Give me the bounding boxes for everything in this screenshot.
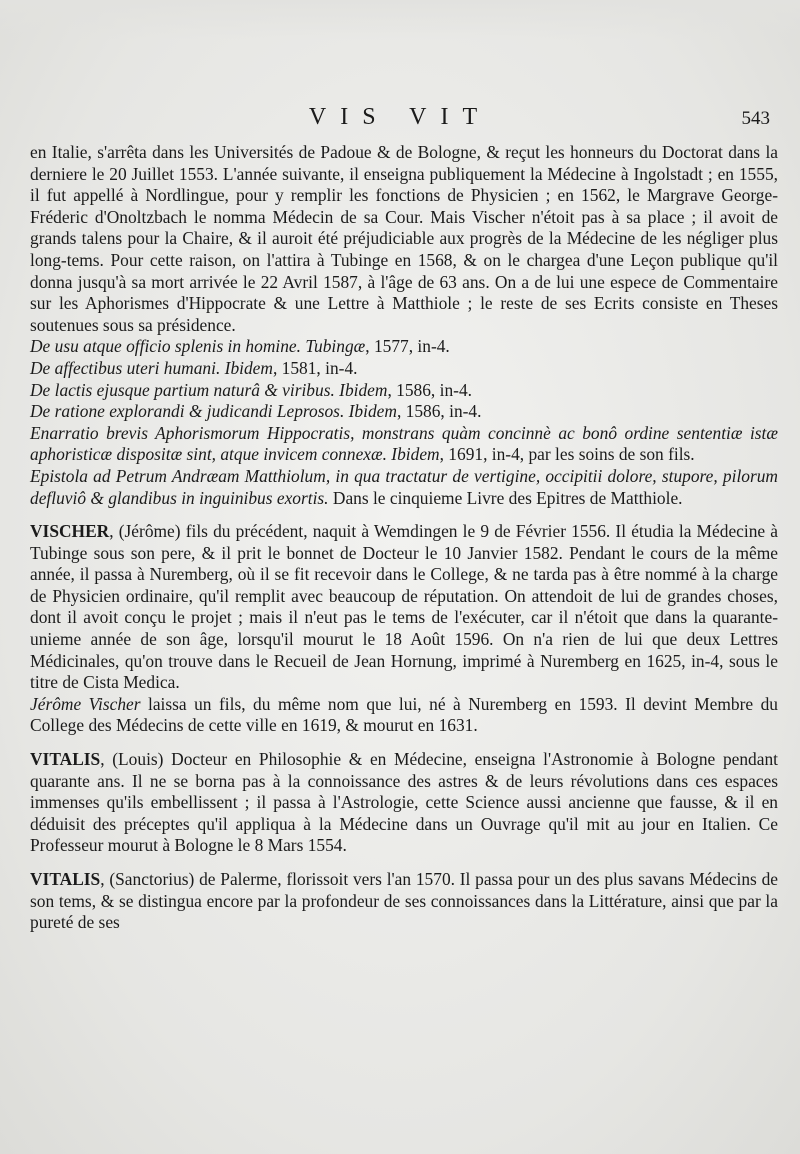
entry-vischer-jerome [30, 521, 778, 694]
work-title: Epistola ad Petrum Andræam Matthiolum, in qua tractatur de vertigine, occipitii dolore, stupore, pilorum defluviô & glandibus in inguinibus exortis. [30, 465, 778, 508]
work-details: Dans le cinquieme Livre des Epitres de Matthiole. [328, 487, 683, 508]
paragraph-vischer-continued [30, 142, 778, 336]
work-details: , 1691, in-4, par les soins de son fils. [439, 444, 695, 465]
work-item [30, 336, 778, 358]
entry-text: , (Louis) Docteur en Philosophie & en Médecine, enseigna l'Astronomie à Bologne pendant quarante ans. Il ne se borna pas à la connoissance des astres & de leurs révolutions dans ces espaces immenses qu'ils embellissent ; il passa à l'Astrologie, cette Science aussi ancienne que fausse, & il en déduisit des préceptes qu'il appliqua à la Médecine dans un Ouvrage qu'il mit au jour en Italien. Ce Professeur mourut à Bologne le 8 Mars 1554. [30, 749, 778, 856]
work-item [30, 401, 778, 423]
work-details: , 1581, in-4. [272, 357, 358, 378]
entry-text: , (Sanctorius) de Palerme, florissoit vers l'an 1570. Il passa pour un des plus savans Médecins de son tems, & se distingua encore par la profondeur de ses connoissances dans la Littérature, ainsi que par la pureté de ses [30, 869, 778, 933]
entry-headword: VISCHER [30, 521, 110, 542]
work-details: , 1586, in-4. [387, 379, 472, 400]
work-item [30, 358, 778, 380]
entry-vitalis-sanctorius [30, 869, 778, 934]
page-header [0, 104, 800, 134]
entry-note [30, 694, 778, 737]
work-details: , 1577, in-4. [365, 336, 450, 357]
work-item [30, 423, 778, 466]
work-title: De usu atque officio splenis in homine. Tubingæ [30, 336, 366, 357]
running-head: VIS VIT [308, 104, 492, 130]
work-details: , 1586, in-4. [396, 401, 482, 422]
entry-text: , (Jérôme) fils du précédent, naquit à Wemdingen le 9 de Février 1556. Il étudia la Médecine à Tubinge sous son pere, & il prit le bonnet de Docteur le 10 Janvier 1582. Pendant le cours de la même année, il passa à Nuremberg, où il se fit recevoir dans le College, & ne tarda pas à être nommé à la charge de Physicien ordinaire, qu'il remplit avec beaucoup de réputation. On attendoit de lui de grandes choses, dont il avoit conçu le projet ; mais il n'eut pas le tems de l'exécuter, car il n'étoit que dans la quarante-unieme année de son âge, lorsqu'il mourut le 18 Août 1596. On n'a rien de lui que deux Lettres Médicinales, qu'on trouve dans le Recueil de Jean Hornung, imprimé à Nuremberg en 1625, in-4, sous le titre de Cista Medica. [30, 521, 778, 693]
note-text: laissa un fils, du même nom que lui, né à Nuremberg en 1593. Il devint Membre du College des Médecins de cette ville en 1619, & mourut en 1631. [30, 693, 778, 736]
work-title: De lactis ejusque partium naturâ & viribus. Ibidem [30, 379, 388, 400]
entry-vitalis-louis [30, 749, 778, 857]
work-title: Enarratio brevis Aphorismorum Hippocratis, monstrans quàm concinnè ac bonô ordine sententiæ istæ aphoristicæ dispositæ sint, atque invicem connexæ. Ibidem [30, 422, 778, 465]
page-number: 543 [741, 108, 770, 129]
work-item [30, 380, 778, 402]
note-lead: Jérôme Vischer [30, 693, 141, 714]
paragraph-text: en Italie, s'arrêta dans les Universités de Padoue & de Bologne, & reçut les honneurs du Doctorat dans la derniere le 20 Juillet 1553. L'année suivante, il enseigna publiquement la Médecine à Ingolstadt ; en 1555, il fut appellé à Nordlingue, pour y remplir les fonctions de Physicien ; en 1562, le Margrave George-Fréderic d'Onoltzbach le nomma Médecin de sa Cour. Mais Vischer n'étoit pas à sa place ; il avoit de grands talens pour la Chaire, & il auroit été préjudiciable aux progrès de la Médecine de les négliger plus long-tems. Pour cette raison, on l'attira à Tubinge en 1568, & on le chargea d'une Leçon publique qu'il donna jusqu'à sa mort arrivée le 22 Avril 1587, à l'âge de 63 ans. On a de lui une espece de Commentaire sur les Aphorismes d'Hippocrate & une Lettre à Matthiole ; le reste de ses Ecrits consiste en Theses soutenues sous sa présidence. [30, 142, 778, 335]
page-shadow [0, 0, 800, 40]
entry-headword: VITALIS [30, 869, 101, 889]
work-title: De affectibus uteri humani. Ibidem [30, 357, 273, 378]
work-title: De ratione explorandi & judicandi Leprosos. Ibidem [30, 401, 397, 422]
entry-headword: VITALIS [30, 749, 101, 770]
work-item [30, 466, 778, 509]
page-body [30, 142, 778, 934]
